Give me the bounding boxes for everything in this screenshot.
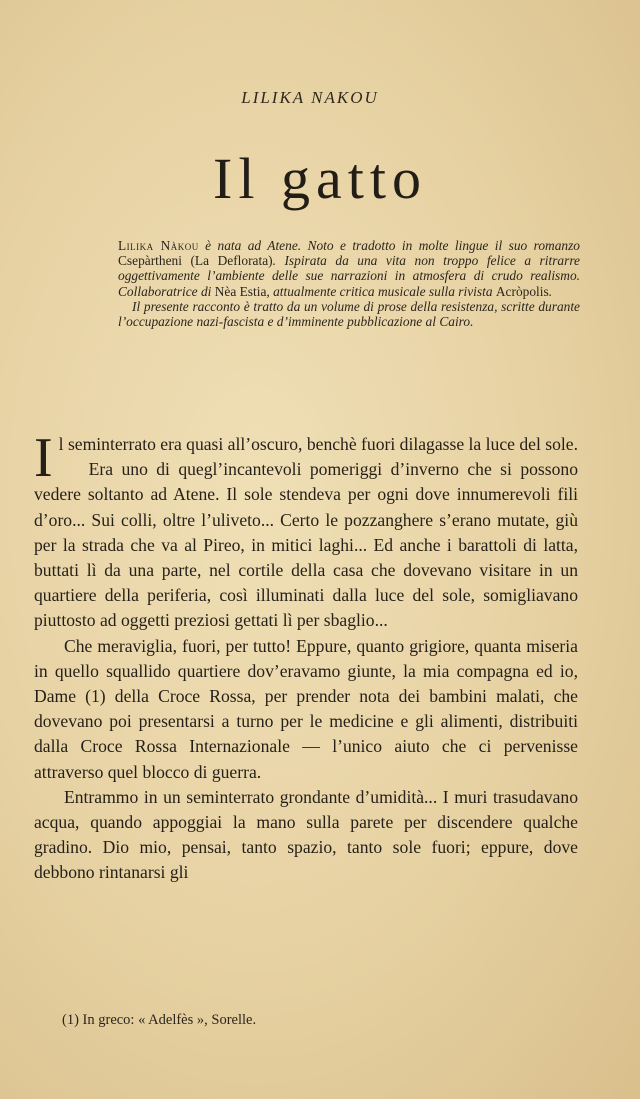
intro-author-name: Lilika Nàkou [118,238,199,253]
intro-review: Acròpolis [495,283,549,299]
story-title: Il gatto [213,146,427,211]
story-paragraph-3: Che meraviglia, fuori, per tutto! Eppure, quanto grigiore, quanta miseria in quello squallido quartiere dov’eravamo giunte, la mia compagna ed io, Dame (1) della Croce Rossa, per prender nota dei bambini malati, che dovevano poi presentarsi a turno per le medicine e gli alimenti, distribuiti dalla Croce Rossa Internazionale — l’unico aiuto che ci pervenisse attraverso quel blocco di guerra. [34,635,578,782]
drop-cap: I [34,427,53,489]
author-heading: LILIKA NAKOU [241,88,379,107]
intro-text-d: . [548,283,553,299]
author-introduction [118,238,580,329]
intro-paragraph-2: Il presente racconto è tratto da un volume di prose della resistenza, scritte durante l’occupazione nazi-fascista e d’imminente pubblicazione al Cairo. [118,298,580,330]
story-paragraph-2: Era uno di quegl’incantevoli pomeriggi d’inverno che si possono vedere soltanto ad Atene. Il sole stendeva per ogni dove innumerevoli fili d’oro... Sui colli, oltre l’uliveto... Certo le pozzanghere s’erano mutate, giù per la strada che va al Pireo, in mitici laghi... Ed anche i barattoli di latta, buttati lì da una parte, nel cortile della casa che dovevano visitare in un quartiere della periferia, così illuminati dalla luce del sole, somigliavano piuttosto ad oggetti preziosi gettati lì per sbaglio... [34,459,578,631]
story-paragraph-4: Entrammo in un seminterrato grondante d’umidità... I muri trasudavano acqua, quando appoggiai la mano sulla parete per discendere qualche gradino. Dio mio, pensai, tanto spazio, tanto sole fuori; eppure, dove debbono rintanarsi gli [34,786,578,883]
footnote: (1) In greco: « Adelfès », Sorelle. [62,1012,257,1028]
intro-novel-title: Csepàrtheni (La Deflorata) [118,253,273,269]
intro-paragraph-1 [118,238,580,299]
story-paragraph-1-text: l seminterrato era quasi all’oscuro, benchè fuori dilagasse la luce del sole. [58,434,578,454]
intro-text-a: è nata ad Atene. Noto e tradotto in molte lingue il suo romanzo [198,238,580,253]
intro-magazine: Nèa Estia [214,283,267,299]
story-body [34,427,578,886]
intro-text-b: . Ispirata da una vita non troppo felice a ritrarre oggettivamente l’ambiente delle sue narrazioni in atmosfera di crudo realismo. Collaboratrice di [118,253,580,299]
intro-text-c: , attualmente critica musicale sulla rivista [266,283,496,299]
story-paragraph-1 [34,427,578,489]
